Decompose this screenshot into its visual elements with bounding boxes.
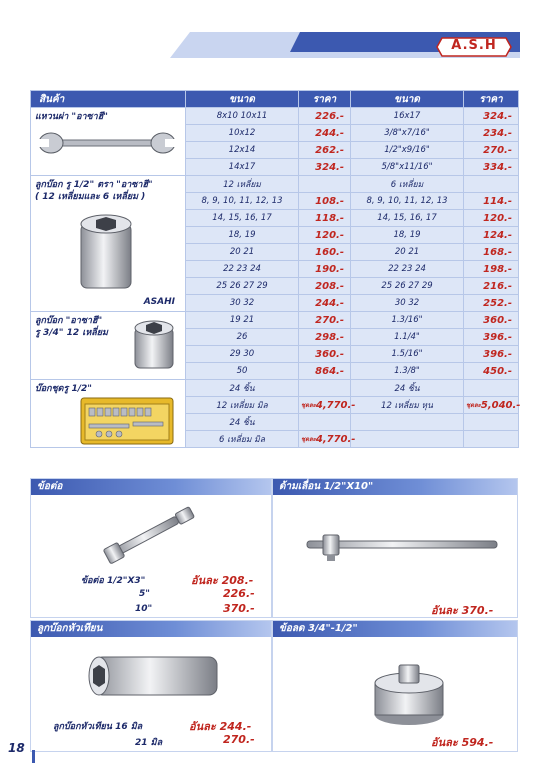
- price-cell: [464, 397, 519, 414]
- header-price-2: ราคา: [464, 91, 519, 108]
- size-cell: 1.3/8": [351, 363, 464, 380]
- size-cell: 1.5/16": [351, 346, 464, 363]
- size-cell: 6 เหลี่ยม: [351, 176, 464, 193]
- size-cell: 20 21: [186, 244, 299, 261]
- empty-cell: [351, 414, 464, 431]
- table-header-row: [31, 91, 519, 108]
- price-cell: 334.-: [464, 159, 519, 176]
- product-name-socket-set: บ๊อกชุดรู 1/2": [35, 384, 92, 394]
- size-cell: 22 23 24: [351, 261, 464, 278]
- price-value: 4,770.-: [315, 433, 356, 445]
- price-cell: 324.-: [464, 108, 519, 125]
- page-number: 18: [8, 741, 25, 755]
- size-cell: 30 32: [186, 295, 299, 312]
- table-row: [31, 176, 519, 193]
- empty-cell: [351, 431, 464, 448]
- panel-title-extension: ข้อต่อ: [31, 479, 271, 495]
- deep-line-2-price: 270.-: [223, 733, 255, 746]
- size-cell: 1.3/16": [351, 312, 464, 329]
- price-cell: 252.-: [464, 295, 519, 312]
- header-size-2: ขนาด: [351, 91, 464, 108]
- price-cell: 298.-: [299, 329, 351, 346]
- size-cell: 1/2"x9/16": [351, 142, 464, 159]
- price-cell: 120.-: [464, 210, 519, 227]
- panel-title-deep-socket: ลูกบ๊อกหัวเทียน: [31, 621, 271, 637]
- empty-cell: [464, 380, 519, 397]
- header-product: สินค้า: [31, 91, 186, 108]
- socket-34-image: [131, 318, 177, 372]
- empty-cell: [299, 176, 351, 193]
- price-cell: 124.-: [464, 227, 519, 244]
- header-size-1: ขนาด: [186, 91, 299, 108]
- panel-adapter: [272, 620, 518, 752]
- size-cell: 14x17: [186, 159, 299, 176]
- price-cell: 450.-: [464, 363, 519, 380]
- size-cell: 18, 19: [186, 227, 299, 244]
- panel-tbar: [272, 478, 518, 618]
- size-cell: 3/8"x7/16": [351, 125, 464, 142]
- size-cell: 12 เหลี่ยม มิล: [186, 397, 299, 414]
- size-cell: 8x10 10x11: [186, 108, 299, 125]
- empty-cell: [464, 176, 519, 193]
- price-cell: 270.-: [464, 142, 519, 159]
- size-cell: 30 32: [351, 295, 464, 312]
- unit-label: ชุดละ: [301, 435, 316, 443]
- size-cell: 12 เหลี่ยม หุน: [351, 397, 464, 414]
- size-cell: 14, 15, 16, 17: [186, 210, 299, 227]
- flare-wrench-image: [37, 126, 177, 160]
- product-cell-socket-half: [31, 176, 186, 312]
- sliding-tbar-image: [303, 527, 503, 567]
- product-name-line-1: ลูกบ๊อก รู 1/2" ตรา "อาซาฮี": [35, 180, 153, 190]
- asahi-label: ASAHI: [143, 297, 175, 307]
- size-cell: 18, 19: [351, 227, 464, 244]
- product-cell-socket-34: [31, 312, 186, 380]
- price-cell: 270.-: [299, 312, 351, 329]
- price-cell: 226.-: [299, 108, 351, 125]
- price-cell: 324.-: [299, 159, 351, 176]
- price-cell: 118.-: [299, 210, 351, 227]
- size-cell: 8, 9, 10, 11, 12, 13: [186, 193, 299, 210]
- deep-line-1-label: ลูกบ๊อกหัวเทียน 16 มิล: [53, 722, 143, 732]
- size-cell: 14, 15, 16, 17: [351, 210, 464, 227]
- size-cell: 26: [186, 329, 299, 346]
- socket-set-image: [79, 394, 175, 446]
- price-cell: 168.-: [464, 244, 519, 261]
- reducer-adapter-image: [369, 649, 449, 729]
- deep-line-2-label: 21 มิล: [135, 738, 163, 748]
- price-cell: 244.-: [299, 125, 351, 142]
- extension-line-2-price: 226.-: [223, 587, 255, 600]
- panel-title-tbar: ด้ามเลื่อน 1/2"X10": [273, 479, 517, 495]
- size-cell: 24 ชิ้น: [351, 380, 464, 397]
- extension-line-3-price: 370.-: [223, 602, 255, 615]
- panel-extension: [30, 478, 272, 618]
- spark-plug-socket-image: [85, 651, 225, 701]
- size-cell: 19 21: [186, 312, 299, 329]
- price-cell: 864.-: [299, 363, 351, 380]
- price-table: [30, 90, 519, 448]
- empty-cell: [464, 414, 519, 431]
- empty-cell: [299, 380, 351, 397]
- price-cell: [299, 431, 356, 448]
- size-cell: 22 23 24: [186, 261, 299, 278]
- price-cell: 108.-: [299, 193, 351, 210]
- price-cell: 360.-: [299, 346, 351, 363]
- panel-title-adapter: ข้อลด 3/4"-1/2": [273, 621, 517, 637]
- unit-label: ชุดละ: [301, 401, 316, 409]
- extension-line-1-price: อันละ 208.-: [191, 574, 254, 587]
- extension-line-3-label: 10": [135, 604, 153, 614]
- product-name-line-2: ( 12 เหลี่ยมและ 6 เหลี่ยม ): [35, 192, 146, 202]
- table-row: [31, 312, 519, 329]
- product-name-wrench: แหวนผ่า "อาซาฮี": [35, 112, 108, 122]
- price-cell: 396.-: [464, 346, 519, 363]
- table-row: [31, 108, 519, 125]
- size-cell: 25 26 27 29: [351, 278, 464, 295]
- price-value: 5,040.-: [480, 399, 521, 411]
- size-cell: 10x12: [186, 125, 299, 142]
- size-cell: 24 ชิ้น: [186, 380, 299, 397]
- deep-line-1-price: อันละ 244.-: [189, 720, 252, 733]
- empty-cell: [299, 414, 351, 431]
- size-cell: 20 21: [351, 244, 464, 261]
- size-cell: 8, 9, 10, 11, 12, 13: [351, 193, 464, 210]
- price-value: 4,770.-: [315, 399, 356, 411]
- size-cell: 12 เหลี่ยม: [186, 176, 299, 193]
- product-cell-wrench: [31, 108, 186, 176]
- extension-line-1-label: ข้อต่อ 1/2"X3": [81, 576, 146, 586]
- product-cell-socket-set: [31, 380, 186, 448]
- price-cell: 190.-: [299, 261, 351, 278]
- tbar-price: อันละ 370.-: [431, 604, 494, 617]
- size-cell: 12x14: [186, 142, 299, 159]
- price-cell: 114.-: [464, 193, 519, 210]
- price-cell: 360.-: [464, 312, 519, 329]
- size-cell: 29 30: [186, 346, 299, 363]
- price-cell: 244.-: [299, 295, 351, 312]
- price-cell: 216.-: [464, 278, 519, 295]
- price-cell: 234.-: [464, 125, 519, 142]
- size-cell: 6 เหลี่ยม มิล: [186, 431, 299, 448]
- page-number-bar: [32, 750, 35, 763]
- extension-bar-image: [101, 497, 211, 567]
- price-cell: 262.-: [299, 142, 351, 159]
- product-name-line-1: ลูกบ๊อก "อาซาฮี": [35, 316, 103, 326]
- panel-deep-socket: [30, 620, 272, 752]
- product-name-socket-half: [35, 179, 181, 203]
- header-price-1: ราคา: [299, 91, 351, 108]
- price-cell: 120.-: [299, 227, 351, 244]
- price-cell: 198.-: [464, 261, 519, 278]
- size-cell: 50: [186, 363, 299, 380]
- adapter-price: อันละ 594.-: [431, 736, 494, 749]
- size-cell: 16x17: [351, 108, 464, 125]
- size-cell: 24 ชิ้น: [186, 414, 299, 431]
- empty-cell: [464, 431, 519, 448]
- size-cell: 25 26 27 29: [186, 278, 299, 295]
- brand-text: A.S.H: [451, 38, 497, 53]
- price-cell: 160.-: [299, 244, 351, 261]
- price-cell: [299, 397, 356, 414]
- socket-image: [71, 210, 141, 296]
- size-cell: 1.1/4": [351, 329, 464, 346]
- table-row: [31, 380, 519, 397]
- unit-label: ชุดละ: [466, 401, 481, 409]
- product-name-line-2: รู 3/4" 12 เหลี่ยม: [35, 328, 108, 338]
- size-cell: 5/8"x11/16": [351, 159, 464, 176]
- price-cell: 208.-: [299, 278, 351, 295]
- extension-line-2-label: 5": [139, 589, 150, 599]
- price-cell: 396.-: [464, 329, 519, 346]
